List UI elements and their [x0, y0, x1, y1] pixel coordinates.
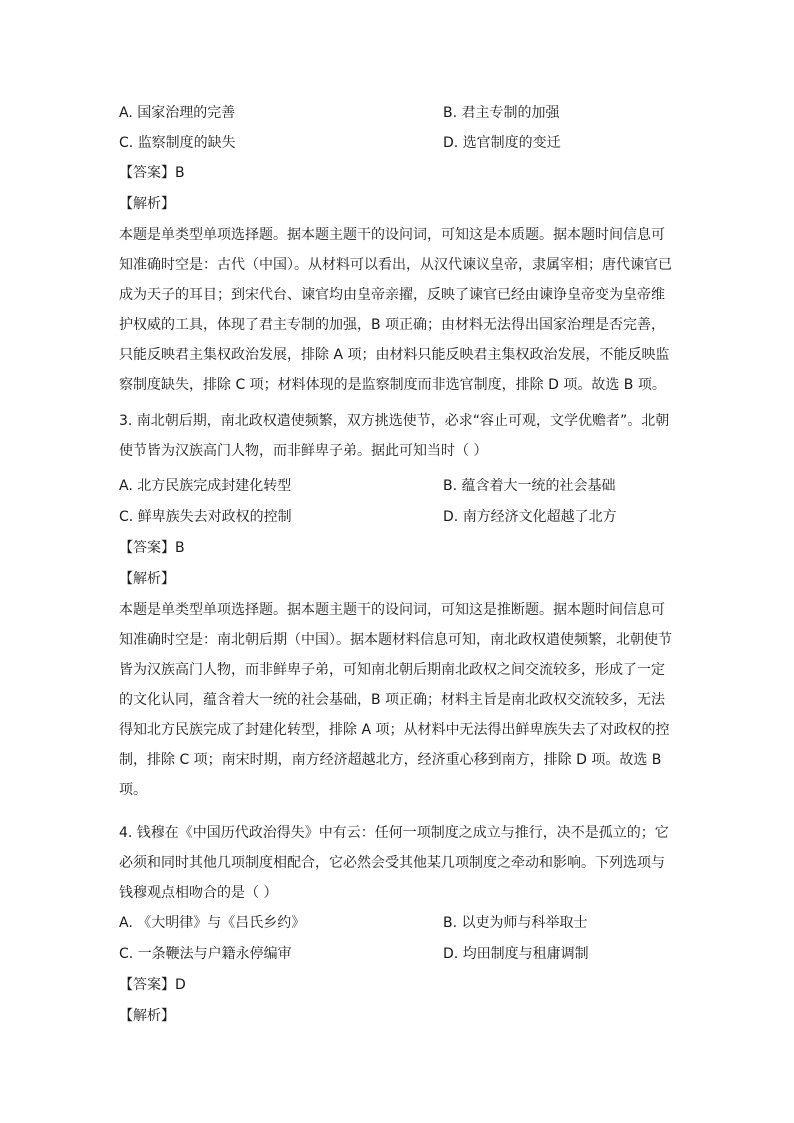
q3-stem: 3. 南北朝后期，南北政权遣使频繁，双方挑选使节，必求“容止可观，文学优赡者”。北朝 使节皆为汉族高门人物，而非鲜卑子弟。据此可知当时（ ） — [119, 413, 670, 459]
q2-option-b: B. 君主专制的加强 — [443, 105, 560, 121]
q2-option-a: A. 国家治理的完善 — [119, 105, 236, 121]
q3-option-d: D. 南方经济文化超越了北方 — [443, 509, 617, 525]
q4-analysis-label: 【解析】 — [119, 1008, 175, 1024]
q3-answer: 【答案】B — [119, 540, 185, 556]
q2-answer: 【答案】B — [119, 165, 185, 181]
q3-option-a: A. 北方民族完成封建化转型 — [119, 478, 292, 494]
q3-analysis-text: 本题是单类型单项选择题。据本题主题干的设问词，可知这是推断题。据本题时间信息可 知准确时空是：南北朝后期（中国）。据本题材料信息可知，南北政权遣使频繁，北朝使节 皆为汉族高门人物，而非鲜卑子弟，可知南北朝后期南北政权之间交流较多，形成了一定 的文化认同，蕴含着大一统的社会基础，B 项正确；材料主旨是南北政权交流较多，无法 得知北方民族完成了封建化转型，排除 A 项；从材料中无法得出鲜卑族失去了对政权的控 制，排除 C 项；南宋时期，南方经济超越北方，经济重心移到南方，排除 D 项。故选 B 项。 — [119, 602, 672, 798]
q3-analysis-label: 【解析】 — [119, 571, 175, 587]
q2-analysis-text: 本题是单类型单项选择题。据本题主题干的设问词，可知这是本质题。据本题时间信息可 知准确时空是：古代（中国）。从材料可以看出，从汉代谏议皇帝，隶属宰相；唐代谏官已 成为天子的耳目；到宋代台、谏官均由皇帝亲擢，反映了谏官已经由谏诤皇帝变为皇帝维 护权威的工具，体现了君主专制的加强，B 项正确；由材料无法得出国家治理是否完善， 只能反映君主集权政治发展，排除 A 项；由材料只能反映君主集权政治发展，不能反映监 察制度缺失，排除 C 项；材料体现的是监察制度而非选官制度，排除 D 项。故选 B 项。 — [119, 227, 672, 393]
q4-stem: 4. 钱穆在《中国历代政治得失》中有云：任何一项制度之成立与推行，决不是孤立的；它 必须和同时其他几项制度相配合，它必然会受其他某几项制度之牵动和影响。下列选项与 钱穆观点相吻合的是（ ） — [119, 825, 669, 901]
q2-option-c: C. 监察制度的缺失 — [119, 135, 236, 151]
q2-analysis-label: 【解析】 — [119, 196, 175, 212]
q4-option-c: C. 一条鞭法与户籍永停编审 — [119, 946, 292, 962]
q4-option-b: B. 以吏为师与科举取士 — [443, 915, 588, 931]
q4-answer: 【答案】D — [119, 977, 186, 993]
q3-option-b: B. 蕴含着大一统的社会基础 — [443, 478, 616, 494]
q3-option-c: C. 鲜卑族失去对政权的控制 — [119, 509, 292, 525]
q4-option-d: D. 均田制度与租庸调制 — [443, 946, 589, 962]
q4-option-a: A. 《大明律》与《吕氏乡约》 — [119, 915, 306, 931]
q2-option-d: D. 选官制度的变迁 — [443, 135, 561, 151]
